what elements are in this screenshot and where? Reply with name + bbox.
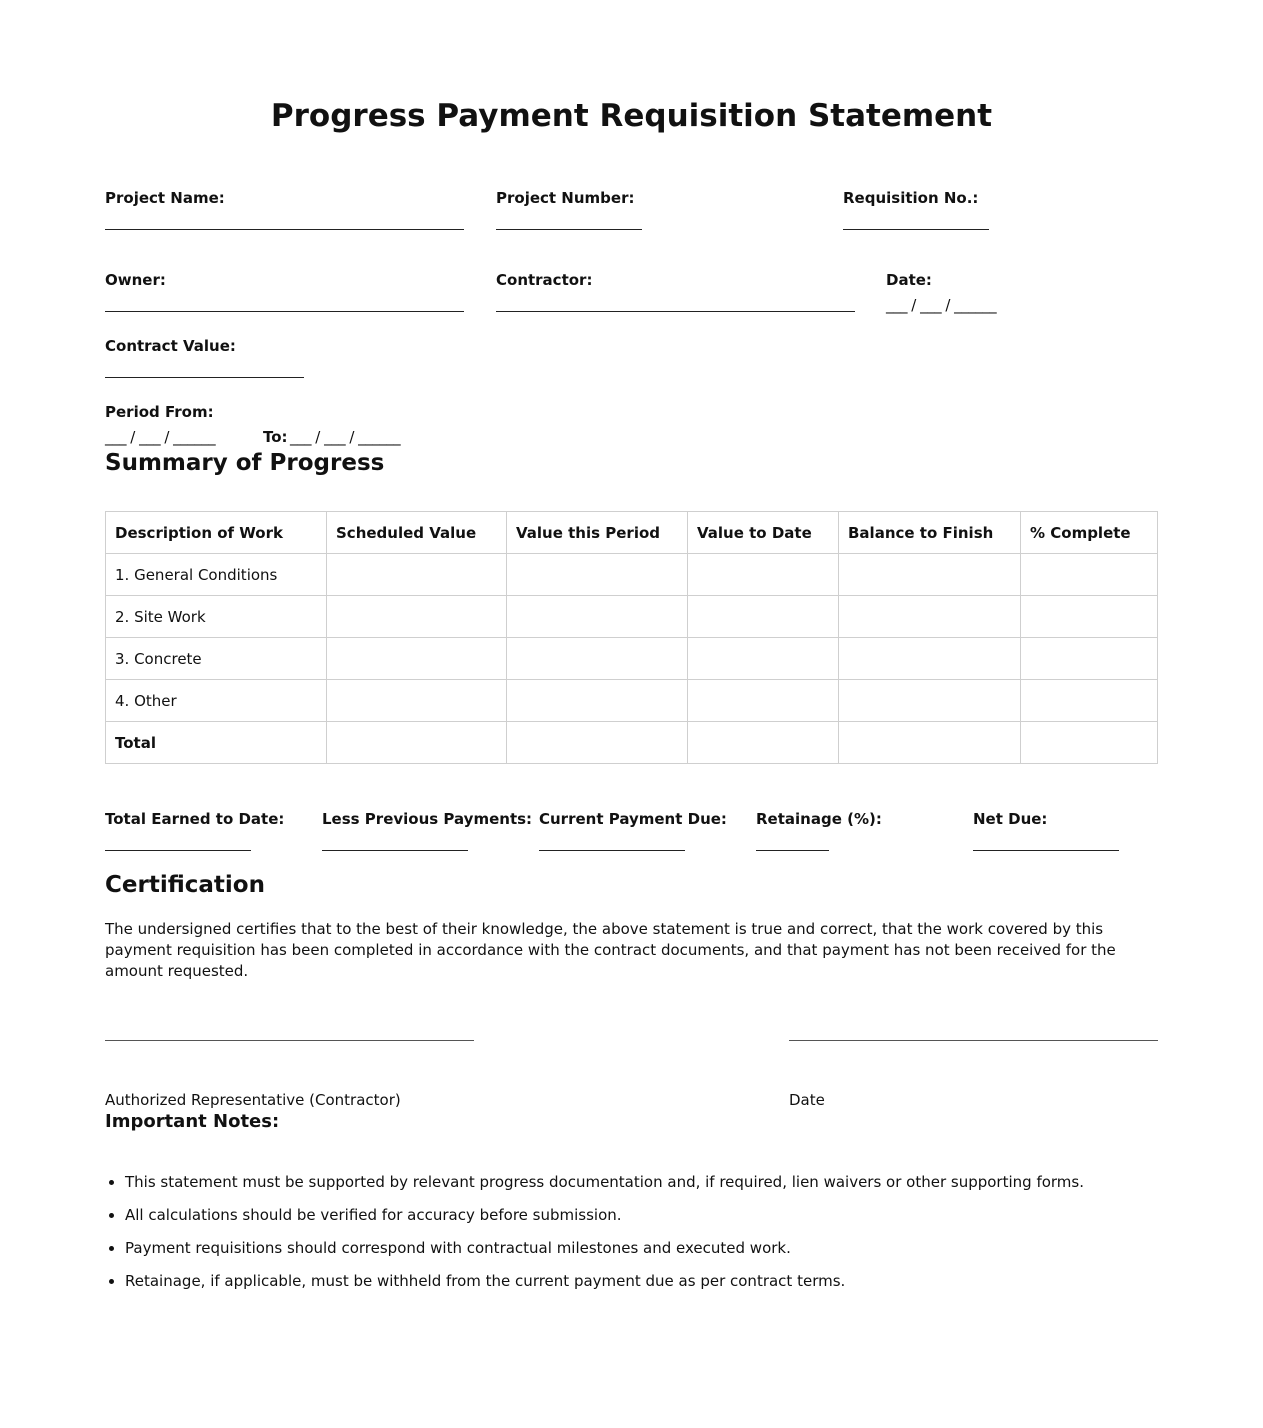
row-description: 1. General Conditions xyxy=(106,554,327,596)
table-cell[interactable] xyxy=(507,722,688,764)
list-item: • Payment requisitions should correspond with contractual milestones and executed work. xyxy=(125,1237,1225,1270)
column-header: Balance to Finish xyxy=(839,512,1021,554)
row-description: 4. Other xyxy=(106,680,327,722)
table-row-total xyxy=(106,722,1158,764)
page-title: Progress Payment Requisition Statement xyxy=(270,98,993,134)
less-previous-field[interactable] xyxy=(322,850,468,851)
contractor-label: Contractor: xyxy=(496,271,593,289)
date-field[interactable]: ___ / ___ / ______ xyxy=(886,296,997,314)
table-cell[interactable] xyxy=(839,596,1021,638)
list-item: • Retainage, if applicable, must be withheld from the current payment due as per contract terms. xyxy=(125,1270,1225,1303)
table-row xyxy=(106,596,1158,638)
project-number-field[interactable] xyxy=(496,229,642,230)
table-cell[interactable] xyxy=(507,638,688,680)
requisition-no-field[interactable] xyxy=(843,229,989,230)
row-description: 2. Site Work xyxy=(106,596,327,638)
table-cell[interactable] xyxy=(688,722,839,764)
table-cell[interactable] xyxy=(1021,680,1158,722)
table-cell[interactable] xyxy=(1021,596,1158,638)
table-cell[interactable] xyxy=(839,722,1021,764)
certification-heading: Certification xyxy=(105,872,265,898)
table-cell[interactable] xyxy=(839,638,1021,680)
table-cell[interactable] xyxy=(688,638,839,680)
signature-label: Authorized Representative (Contractor) xyxy=(105,1091,401,1109)
table-cell[interactable] xyxy=(688,554,839,596)
notes-list xyxy=(105,1171,1225,1303)
list-item: • All calculations should be verified for accuracy before submission. xyxy=(125,1204,1225,1237)
table-header-row xyxy=(106,512,1158,554)
table-cell[interactable] xyxy=(1021,554,1158,596)
table-cell[interactable] xyxy=(327,554,507,596)
requisition-no-label: Requisition No.: xyxy=(843,189,979,207)
current-due-label: Current Payment Due: xyxy=(539,810,727,828)
net-due-label: Net Due: xyxy=(973,810,1048,828)
period-to-field[interactable]: ___ / ___ / ______ xyxy=(290,428,401,446)
period-from-field[interactable]: ___ / ___ / ______ xyxy=(105,428,216,446)
net-due-field[interactable] xyxy=(973,850,1119,851)
period-from-label: Period From: xyxy=(105,403,214,421)
table-cell[interactable] xyxy=(1021,638,1158,680)
progress-table xyxy=(105,511,1158,764)
column-header: % Complete xyxy=(1021,512,1158,554)
list-item: • This statement must be supported by relevant progress documentation and, if required, lien waivers or other supporting forms. xyxy=(125,1171,1225,1204)
date-label: Date: xyxy=(886,271,932,289)
table-cell[interactable] xyxy=(688,596,839,638)
signature-line[interactable] xyxy=(105,1040,474,1041)
less-previous-label: Less Previous Payments: xyxy=(322,810,533,828)
table-cell[interactable] xyxy=(507,680,688,722)
total-earned-label: Total Earned to Date: xyxy=(105,810,285,828)
table-row xyxy=(106,638,1158,680)
owner-label: Owner: xyxy=(105,271,166,289)
table-cell[interactable] xyxy=(507,554,688,596)
table-cell[interactable] xyxy=(839,554,1021,596)
table-cell[interactable] xyxy=(839,680,1021,722)
contract-value-label: Contract Value: xyxy=(105,337,236,355)
table-cell[interactable] xyxy=(327,722,507,764)
row-description: Total xyxy=(106,722,327,764)
column-header: Value this Period xyxy=(507,512,688,554)
table-cell[interactable] xyxy=(507,596,688,638)
retainage-label: Retainage (%): xyxy=(756,810,882,828)
current-due-field[interactable] xyxy=(539,850,685,851)
period-to-label: To: xyxy=(263,428,288,446)
column-header: Description of Work xyxy=(106,512,327,554)
row-description: 3. Concrete xyxy=(106,638,327,680)
project-name-label: Project Name: xyxy=(105,189,225,207)
project-name-field[interactable] xyxy=(105,229,464,230)
certification-text: The undersigned certifies that to the best of their knowledge, the above statement is true and correct, that the work covered by this payment requisition has been completed in accordance with the contract documents, and that payment has not been received for the amount requested. xyxy=(105,920,1116,980)
column-header: Value to Date xyxy=(688,512,839,554)
retainage-field[interactable] xyxy=(756,850,829,851)
signature-date-line[interactable] xyxy=(789,1040,1158,1041)
column-header: Scheduled Value xyxy=(327,512,507,554)
contract-value-field[interactable] xyxy=(105,377,304,378)
total-earned-field[interactable] xyxy=(105,850,251,851)
notes-heading: Important Notes: xyxy=(105,1111,280,1132)
table-row xyxy=(106,554,1158,596)
summary-heading: Summary of Progress xyxy=(105,450,385,476)
table-cell[interactable] xyxy=(1021,722,1158,764)
table-cell[interactable] xyxy=(327,596,507,638)
contractor-field[interactable] xyxy=(496,311,855,312)
table-cell[interactable] xyxy=(327,680,507,722)
table-cell[interactable] xyxy=(688,680,839,722)
table-cell[interactable] xyxy=(327,638,507,680)
owner-field[interactable] xyxy=(105,311,464,312)
project-number-label: Project Number: xyxy=(496,189,635,207)
signature-date-label: Date xyxy=(789,1091,825,1109)
table-row xyxy=(106,680,1158,722)
